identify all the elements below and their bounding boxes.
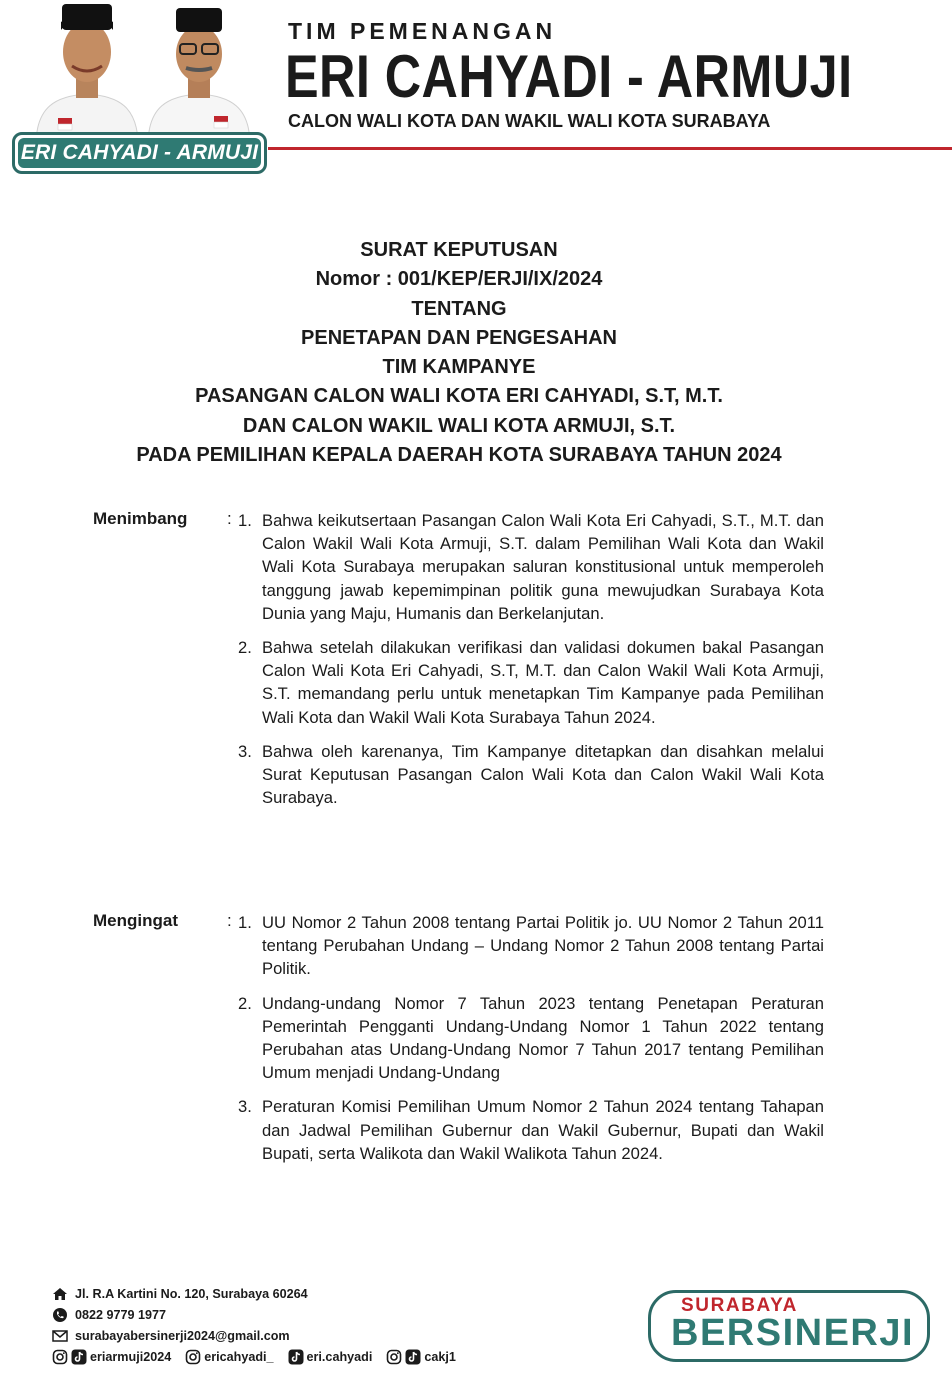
tiktok-icon (71, 1349, 87, 1365)
footer-email (52, 1325, 470, 1346)
item-number: 1. (238, 913, 252, 932)
candidate-photos (28, 0, 258, 140)
item-text: Bahwa oleh karenanya, Tim Kampanye ditetapkan dan disahkan melalui Surat Keputusan Pasangan Calon Wali Kota dan Calon Wakil Wali Kota Surabaya. (262, 741, 824, 808)
social-cakj1 (386, 1349, 456, 1365)
header-divider (268, 147, 952, 150)
home-icon (52, 1286, 68, 1302)
decree-number: Nomor : 001/KEP/ERJI/IX/2024 (315, 268, 603, 291)
mail-icon (52, 1328, 68, 1344)
instagram-icon (52, 1349, 68, 1365)
social-handle: ericahyadi_ (204, 1349, 274, 1364)
section-colon: : (227, 509, 232, 528)
footer-socials (52, 1346, 470, 1367)
footer-address (52, 1283, 470, 1304)
brand-bottom-text: BERSINERJI (671, 1312, 915, 1354)
social-eri-cahyadi (288, 1349, 373, 1365)
campaign-logo-badge (12, 132, 267, 174)
footer-phone (52, 1304, 470, 1325)
title-line-7: DAN CALON WAKIL WALI KOTA ARMUJI, S.T. (242, 414, 676, 437)
social-handle: eriarmuji2024 (90, 1349, 172, 1364)
candidate-photo-eri (28, 0, 146, 140)
list-item (238, 1095, 824, 1165)
item-text: UU Nomor 2 Tahun 2008 tentang Partai Politik jo. UU Nomor 2 Tahun 2011 tentang Perubahan Undang – Undang Nomor 2 Tahun 2008 tentang Partai Politik. (262, 913, 824, 979)
phone-icon (52, 1307, 68, 1323)
phone-text: 0822 9779 1977 (75, 1307, 167, 1322)
social-eriarmuji2024 (52, 1349, 171, 1365)
instagram-icon (185, 1349, 201, 1365)
header-subtitle: TIM PEMENANGAN (288, 18, 557, 44)
campaign-logo-text: ERI CAHYADI - ARMUJI (18, 138, 261, 168)
title-line-6: PASANGAN CALON WALI KOTA ERI CAHYADI, S.T, M.T. (195, 385, 723, 408)
header-candidate-names: ERI CAHYADI - ARMUJI (285, 43, 853, 110)
letterhead (0, 0, 952, 190)
tiktok-icon (405, 1349, 421, 1365)
title-line-4: PENETAPAN DAN PENGESAHAN (301, 326, 617, 349)
title-line-5: TIM KAMPANYE (382, 356, 536, 379)
list-item (238, 509, 824, 625)
social-ericahyadi (185, 1349, 273, 1365)
title-line-1: SURAT KEPUTUSAN (360, 239, 558, 261)
social-handle: cakj1 (424, 1349, 456, 1364)
tiktok-icon (288, 1349, 304, 1365)
candidate-photo-armuji (140, 0, 258, 140)
item-text: Bahwa keikutsertaan Pasangan Calon Wali Kota Eri Cahyadi, S.T., M.T. dan Calon Wakil Wali Kota Armuji, S.T. dalam Pemilihan Wali Kota dan Wakil Wali Kota Surabaya merupakan saluran konstitusional untuk memperoleh tanggung jawab kepemimpinan politik guna mewujudkan Surabaya Kota Dunia yang Maju, Humanis dan Berkelanjutan. (262, 511, 824, 623)
item-number: 2. (238, 993, 252, 1013)
section-label: Mengingat (93, 911, 178, 930)
header-tagline: CALON WALI KOTA DAN WAKIL WALI KOTA SURABAYA (288, 111, 771, 131)
footer-contacts (52, 1283, 470, 1367)
list-item (238, 740, 824, 810)
title-line-3: TENTANG (411, 297, 507, 320)
item-text: Undang-undang Nomor 7 Tahun 2023 tentang Penetapan Peraturan Pemerintah Pengganti Undang-Undang Nomor 1 Tahun 2022 tentang Perubahan atas Undang-Undang Nomor 7 Tahun 2017 tentang Pemilihan Umum menjadi Undang-Undang (262, 993, 824, 1083)
address-text: Jl. R.A Kartini No. 120, Surabaya 60264 (75, 1286, 308, 1301)
item-number: 3. (238, 1097, 252, 1117)
social-handle: eri.cahyadi (306, 1349, 373, 1364)
instagram-icon (386, 1349, 402, 1365)
item-text: Bahwa setelah dilakukan verifikasi dan validasi dokumen bakal Pasangan Calon Wali Kota Eri Cahyadi, S.T, M.T. dan Calon Wakil Wali Kota Armuji, S.T. memandang perlu untuk menetapkan Tim Kampanye pada Pemilihan Wali Kota dan Wakil Wali Kota Surabaya Tahun 2024. (262, 638, 824, 727)
item-number: 1. (238, 511, 252, 530)
item-text: Peraturan Komisi Pemilihan Umum Nomor 2 Tahun 2024 tentang Tahapan dan Jadwal Pemilihan Gubernur dan Wakil Gubernur, Bupati dan Wakil Bupati, serta Walikota dan Wakil Walikota Tahun 2024. (262, 1097, 824, 1163)
item-number: 3. (238, 741, 252, 761)
legal-basis-list (238, 911, 824, 1176)
brand-top-text: SURABAYA (681, 1295, 798, 1316)
decree-title (0, 236, 918, 470)
surabaya-bersinerji-logo (648, 1290, 930, 1362)
considerations-list (238, 509, 824, 820)
section-label: Menimbang (93, 509, 188, 528)
list-item (238, 911, 824, 981)
list-item (238, 992, 824, 1085)
section-colon: : (227, 911, 232, 930)
item-number: 2. (238, 638, 252, 658)
list-item (238, 636, 824, 729)
email-text: surabayabersinerji2024@gmail.com (75, 1328, 290, 1343)
title-line-8: PADA PEMILIHAN KEPALA DAERAH KOTA SURABAYA TAHUN 2024 (136, 444, 782, 467)
